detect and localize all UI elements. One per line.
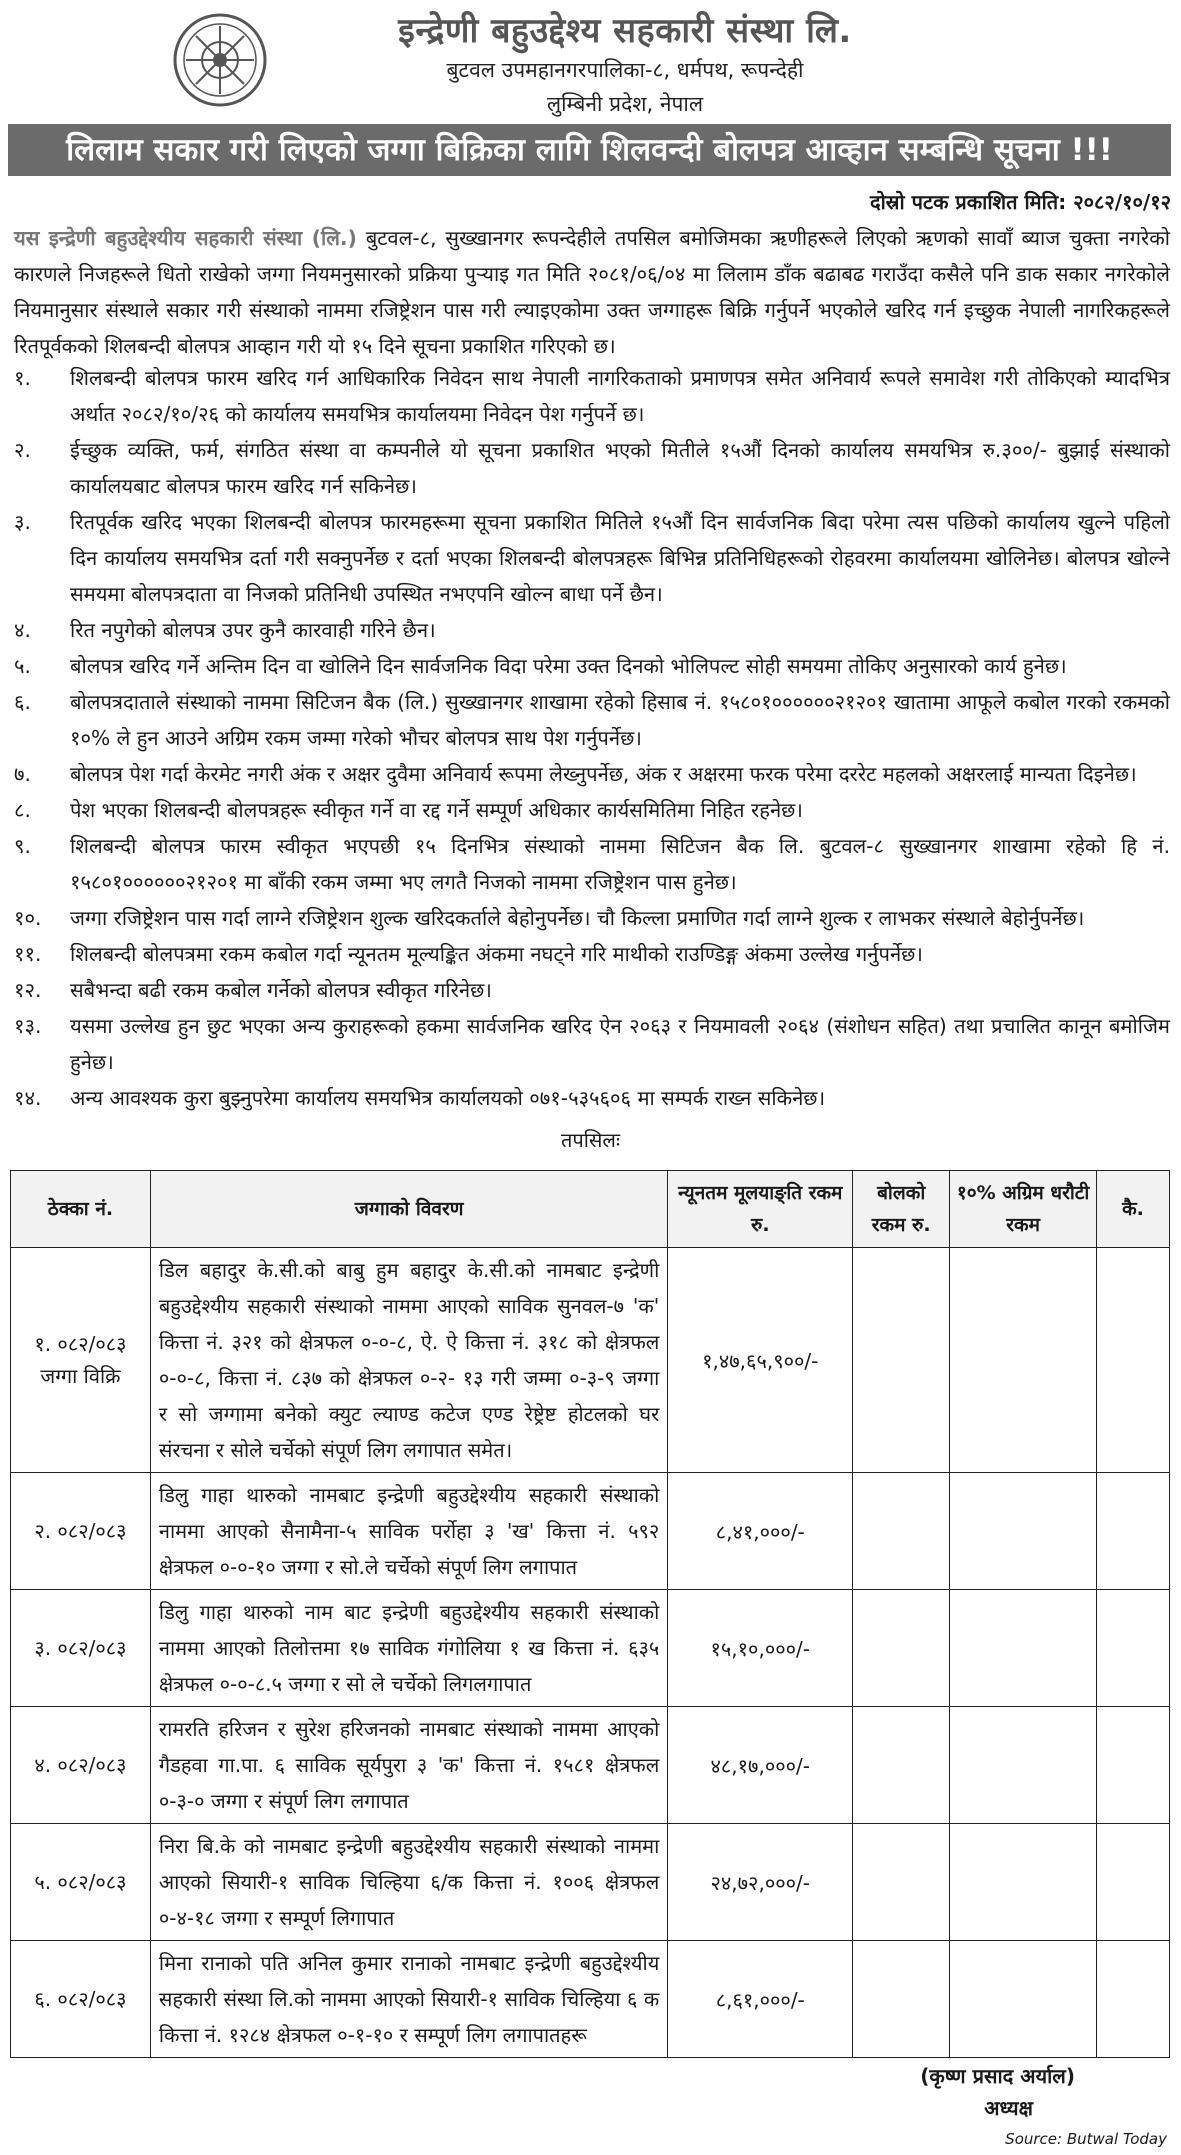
publication-date <box>870 188 1171 215</box>
publication-date-label: दोस्रो पटक प्रकाशित मिति: <box>870 190 1067 214</box>
clause-number: १४. <box>14 1086 42 1110</box>
bid-cell <box>853 1248 950 1473</box>
table-header-row <box>11 1171 1170 1248</box>
min-amount-cell: ४८,१७,०००/- <box>668 1707 853 1824</box>
signatory-name: (कृष्ण प्रसाद अर्याल) <box>920 2064 1075 2088</box>
bid-cell <box>853 1590 950 1707</box>
bid-cell <box>853 1473 950 1590</box>
address-line-2: लुम्बिनी प्रदेश, नेपाल <box>546 92 704 116</box>
table-row <box>11 1473 1170 1590</box>
intro-paragraph <box>14 220 1170 364</box>
col-header-desc: जग्गाको विवरण <box>150 1171 667 1248</box>
clause-number: ४. <box>14 618 31 642</box>
lot-cell: ६. ०८२/०८३ <box>11 1941 151 2058</box>
clause-number: ९. <box>14 834 31 858</box>
clause-text: बोलपत्र पेश गर्दा केरमेट नगरी अंक र अक्षर दुवैमा अनिवार्य रूपमा लेख्नुपर्नेछ, अंक र अक्षरमा फरक परेमा दररेट महलको अक्षरलाई मान्यता दिइनेछ। <box>70 762 1137 786</box>
lot-cell: ५. ०८२/०८३ <box>11 1824 151 1941</box>
clause-text: शिलबन्दी बोलपत्र फारम खरिद गर्न आधिकारिक निवेदन साथ नेपाली नागरिकताको प्रमाणपत्र समेत अनिवार्य रूपले समावेश गरी तोकिएको म्यादभित्र अर्थात २०८२/१०/२६ को कार्यालय समयभित्र कार्यालयमा निवेदन पेश गर्नुपर्ने छ। <box>70 366 1170 426</box>
table-row <box>11 1941 1170 2058</box>
table-caption: तपसिलः <box>560 1128 621 1152</box>
intro-text: बुटवल-८, सुख्खानगर रूपन्देहीले तपसिल बमोजिमका ऋणीहरूले लिएको ऋणको सावाँ ब्याज चुक्ता नगरेको कारणले निजहरूले धितो राखेको जग्गा नियमनुसारको प्रक्रिया पुऱ्याइ गत मिति २०८१/०६/०४ मा लिलाम डाँक बढाबढ गराउँदा कसैले पनि डाक सकार नगरेकोले नियमानुसार संस्थाले सकार गरी संस्थाको नाममा रजिष्ट्रेशन पास गरी ल्याइएकोमा उक्त जग्गाहरू बिक्रि गर्नुपर्ने भएकोले खरिद गर्न इच्छुक नेपाली नागरिकहरूले रितपूर्वकको शिलबन्दी बोलपत्र आव्हान गरी यो १५ दिने सूचना प्रकाशित गरिएको छ। <box>14 226 1170 358</box>
notice-banner: लिलाम सकार गरी लिएको जग्गा बिक्रिका लागि शिलवन्दी बोलपत्र आव्हान सम्बन्धि सूचना !!! <box>8 124 1171 176</box>
clause-text: शिलबन्दी बोलपत्रमा रकम कबोल गर्दा न्यूनतम मूल्यङ्कित अंकमा नघट्ने गरि माथीको राउण्डिङ्ग अंकमा उल्लेख गर्नुपर्नेछ। <box>70 942 923 966</box>
clause-item <box>14 828 1170 900</box>
clause-item <box>14 936 1170 972</box>
lot-cell <box>11 1248 151 1473</box>
remarks-cell <box>1097 1590 1170 1707</box>
clause-number: ७. <box>14 762 31 786</box>
min-amount-cell: ८,४१,०००/- <box>668 1473 853 1590</box>
advance-cell <box>950 1248 1097 1473</box>
col-header-remarks: कै. <box>1097 1171 1170 1248</box>
clause-text: यसमा उल्लेख हुन छुट भएका अन्य कुराहरूको हकमा सार्वजनिक खरिद ऐन २०६३ र नियमावली २०६४ (संशोधन सहित) तथा प्रचालित कानून बमोजिम हुनेछ। <box>70 1014 1170 1074</box>
address-line-1: बुटवल उपमहानगरपालिका-८, धर्मपथ, रूपन्देही <box>446 58 804 82</box>
min-amount-cell: २४,७२,०००/- <box>668 1824 853 1941</box>
remarks-cell <box>1097 1707 1170 1824</box>
clause-number: ३. <box>14 510 31 534</box>
clause-item <box>14 360 1170 432</box>
lots-table <box>10 1170 1170 2058</box>
clause-item <box>14 792 1170 828</box>
bid-cell <box>853 1941 950 2058</box>
notice-header <box>0 0 1181 125</box>
clause-item <box>14 432 1170 504</box>
advance-cell <box>950 1590 1097 1707</box>
col-header-lot: ठेक्का नं. <box>11 1171 151 1248</box>
advance-cell <box>950 1824 1097 1941</box>
clause-number: १३. <box>14 1014 42 1038</box>
clause-number: ५. <box>14 654 31 678</box>
clause-item <box>14 612 1170 648</box>
intro-org-name: यस इन्द्रेणी बहुउद्देश्यीय सहकारी संस्था (लि.) <box>14 226 357 250</box>
clause-text: रितपूर्वक खरिद भएका शिलबन्दी बोलपत्र फारमहरूमा सूचना प्रकाशित मितिले १५औं दिन सार्वजनिक बिदा परेमा त्यस पछिको कार्यालय खुल्ने पहिलो दिन कार्यालय समयभित्र दर्ता गरी सक्नुपर्नेछ र दर्ता भएका शिलबन्दी बोलपत्रहरू बिभिन्न प्रतिनिधिहरूको रोहवरमा कार्यालयमा खोलिनेछ। बोलपत्र खोल्ने समयमा बोलपत्रदाता वा निजको प्रतिनिधी उपस्थित नभएपनि खोल्न बाधा पर्ने छैन। <box>70 510 1170 606</box>
clause-list <box>14 360 1170 1116</box>
clause-number: १०. <box>14 906 42 930</box>
clause-text: जग्गा रजिष्ट्रेशन पास गर्दा लाग्ने रजिष्ट्रेशन शुल्क खरिदकर्ताले बेहोनुपर्नेछ। चौ किल्ला प्रमाणित गर्दा लाग्ने शुल्क र लाभकर संस्थाले बेहोर्नुपर्नेछ। <box>70 906 1085 930</box>
min-amount-cell: ८,६१,०००/- <box>668 1941 853 2058</box>
remarks-cell <box>1097 1941 1170 2058</box>
lot-number: १. ०८२/०८३ <box>34 1332 127 1356</box>
clause-text: अन्य आवश्यक कुरा बुझ्नुपरेमा कार्यालय समयभित्र कार्यालयको ०७१-५३५६०६ मा सम्पर्क राख्न सकिनेछ। <box>70 1086 826 1110</box>
clause-text: बोलपत्र खरिद गर्ने अन्तिम दिन वा खोलिने दिन सार्वजनिक विदा परेमा उक्त दिनको भोलिपल्ट सोही समयमा तोकिए अनुसारको कार्य हुनेछ। <box>70 654 1067 678</box>
lot-cell: २. ०८२/०८३ <box>11 1473 151 1590</box>
bid-cell <box>853 1707 950 1824</box>
lot-type: जग्गा विक्रि <box>40 1364 121 1388</box>
cooperative-seal-icon <box>172 12 268 108</box>
clause-item <box>14 684 1170 756</box>
desc-cell: मिना रानाको पति अनिल कुमार रानाको नामबाट इन्द्रेणी बहुउद्देश्यीय सहकारी संस्था लि.को नाममा आएको सियारी-१ साविक चिल्हिया ६ क कित्ता नं. १२८४ क्षेत्रफल ०-१-१० र सम्पूर्ण लिग लगापातहरू <box>150 1941 667 2058</box>
table-row <box>11 1824 1170 1941</box>
remarks-cell <box>1097 1824 1170 1941</box>
desc-cell: निरा बि.के को नामबाट इन्द्रेणी बहुउद्देश्यीय सहकारी संस्थाको नाममा आएको सियारी-१ साविक चिल्हिया ६/क कित्ता नं. १००६ क्षेत्रफल ०-४-१८ जग्गा र सम्पूर्ण लिगापात <box>150 1824 667 1941</box>
advance-cell <box>950 1707 1097 1824</box>
min-amount-cell: १५,१०,०००/- <box>668 1590 853 1707</box>
clause-text: ईच्छुक व्यक्ति, फर्म, संगठित संस्था वा कम्पनीले यो सूचना प्रकाशित भएको मितीले १५औं दिनको कार्यालय समयभित्र रु.३००/- बुझाई संस्थाको कार्यालयबाट बोलपत्र फारम खरिद गर्न सकिनेछ। <box>70 438 1170 498</box>
advance-cell <box>950 1473 1097 1590</box>
table-row <box>11 1590 1170 1707</box>
lot-cell: ४. ०८२/०८३ <box>11 1707 151 1824</box>
remarks-cell <box>1097 1248 1170 1473</box>
clause-number: १. <box>14 366 31 390</box>
clause-text: रित नपुगेको बोलपत्र उपर कुनै कारवाही गरिने छैन। <box>70 618 436 642</box>
clause-number: १२. <box>14 978 42 1002</box>
clause-item <box>14 900 1170 936</box>
clause-number: २. <box>14 438 31 462</box>
clause-number: ११. <box>14 942 42 966</box>
desc-cell: डिलु गाहा थारुको नामबाट इन्द्रेणी बहुउद्देश्यीय सहकारी संस्थाको नाममा आएको सैनामैना-५ साविक पर्रोहा ३ 'ख' कित्ता नं. ५९२ क्षेत्रफल ०-०-१० जग्गा र सो.ले चर्चेको संपूर्ण लिग लगापात <box>150 1473 667 1590</box>
col-header-bid: बोलको रकम रु. <box>853 1171 950 1248</box>
lot-cell: ३. ०८२/०८३ <box>11 1590 151 1707</box>
table-row <box>11 1248 1170 1473</box>
desc-cell: रामरति हरिजन र सुरेश हरिजनको नामबाट संस्थाको नाममा आएको गैडहवा गा.पा. ६ साविक सूर्यपुरा ३ 'क' कित्ता नं. १५८१ क्षेत्रफल ०-३-० जग्गा र संपूर्ण लिग लगापात <box>150 1707 667 1824</box>
clause-number: ८. <box>14 798 31 822</box>
source-credit: Source: Butwal Today <box>1005 2130 1167 2148</box>
clause-number: ६. <box>14 690 31 714</box>
clause-item <box>14 1080 1170 1116</box>
clause-item <box>14 1008 1170 1080</box>
advance-cell <box>950 1941 1097 2058</box>
clause-text: पेश भएका शिलबन्दी बोलपत्रहरू स्वीकृत गर्ने वा रद्द गर्ने सम्पूर्ण अधिकार कार्यसमितिमा निहित रहनेछ। <box>70 798 803 822</box>
signatory-title: अध्यक्ष <box>984 2096 1033 2120</box>
clause-text: सबैभन्दा बढी रकम कबोल गर्नेको बोलपत्र स्वीकृत गरिनेछ। <box>70 978 492 1002</box>
remarks-cell <box>1097 1473 1170 1590</box>
clause-item <box>14 648 1170 684</box>
org-name: इन्द्रेणी बहुउद्देश्य सहकारी संस्था लि. <box>398 11 852 51</box>
min-amount-cell: १,४७,६५,९००/- <box>668 1248 853 1473</box>
clause-item <box>14 504 1170 612</box>
bid-cell <box>853 1824 950 1941</box>
desc-cell: डिल बहादुर के.सी.को बाबु हुम बहादुर के.सी.को नामबाट इन्द्रेणी बहुउद्देश्यीय सहकारी संस्थाको नाममा आएको साविक सुनवल-७ 'क' कित्ता नं. ३२१ को क्षेत्रफल ०-०-८, ऐ. ऐ कित्ता नं. ३१८ को क्षेत्रफल ०-०-८, कित्ता नं. ८३७ को क्षेत्रफल ०-२- १३ गरी जम्मा ०-३-९ जग्गा र सो जग्गामा बनेको क्युट ल्याण्ड कटेज एण्ड रेष्ट्रेष्ट होटलको घर संरचना र सोले चर्चेको संपूर्ण लिग लगापात समेत। <box>150 1248 667 1473</box>
publication-date-value: २०८२/१०/१२ <box>1073 190 1171 214</box>
table-row <box>11 1707 1170 1824</box>
clause-item <box>14 756 1170 792</box>
clause-item <box>14 972 1170 1008</box>
clause-text: शिलबन्दी बोलपत्र फारम स्वीकृत भएपछी १५ दिनभित्र संस्थाको नाममा सिटिजन बैक लि. बुटवल-८ सुख्खानगर शाखामा रहेको हि नं. १५८०१००००००२१२०१ मा बाँकी रकम जम्मा भए लगतै निजको नाममा रजिष्ट्रेशन पास हुनेछ। <box>70 834 1170 894</box>
clause-text: बोलपत्रदाताले संस्थाको नाममा सिटिजन बैक (लि.) सुख्खानगर शाखामा रहेको हिसाब नं. १५८०१००००००२१२०१ खातामा आफूले कबोल गरको रकमको १०% ले हुन आउने अग्रिम रकम जम्मा गरेको भौचर बोलपत्र साथ पेश गर्नुपर्नेछ। <box>70 690 1170 750</box>
col-header-min-amount: न्यूनतम मूलयाङ्ति रकम रु. <box>668 1171 853 1248</box>
desc-cell: डिलु गाहा थारुको नाम बाट इन्द्रेणी बहुउद्देश्यीय सहकारी संस्थाको नाममा आएको तिलोत्तमा १७ साविक गंगोलिया १ ख कित्ता नं. ६३५ क्षेत्रफल ०-०-८.५ जग्गा र सो ले चर्चेको लिगलगापात <box>150 1590 667 1707</box>
col-header-advance: १०% अग्रिम धरौटी रकम <box>950 1171 1097 1248</box>
